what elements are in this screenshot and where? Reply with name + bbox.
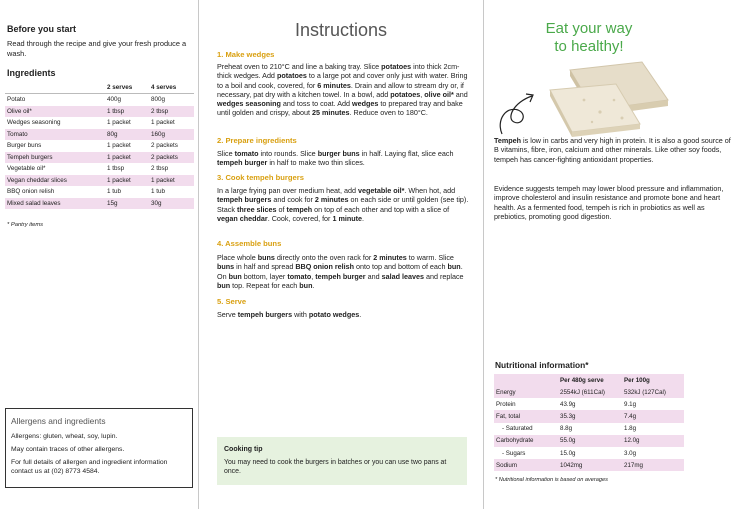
ingredient-row-cell: 1 packet: [107, 142, 131, 150]
ingredient-row-cell: Vegetable oil*: [7, 165, 46, 173]
step-4-heading: 4. Assemble buns: [217, 239, 282, 248]
ingredient-row-cell: 400g: [107, 96, 122, 104]
ingredient-row: [5, 140, 194, 152]
ingredient-row: [5, 198, 194, 210]
step-3-text: In a large frying pan over medium heat, add vegetable oil*. When hot, add tempeh burgers and cook for 2 minutes on each side or until golden (see tip). Stack three slices of tempeh on top of each other and top with a slice of vegan cheddar. Cook, covered, for 1 minute.: [217, 186, 469, 223]
ingredient-row-cell: 800g: [151, 96, 166, 104]
cooking-tip-text: You may need to cook the burgers in batches or you can use two pans at once.: [224, 459, 447, 475]
nutrition-row-cell: - Saturated: [502, 425, 533, 433]
ingredient-row-cell: 15g: [105, 198, 149, 210]
cooking-tip-box: [217, 437, 467, 485]
ingredient-row-cell: 1 packet: [107, 119, 131, 127]
nutrition-row-cell: 43.9g: [560, 400, 576, 408]
ingredient-row-cell: 2 tbsp: [151, 165, 169, 173]
middle-column: [199, 0, 484, 509]
pantry-note: * Pantry items: [7, 222, 44, 228]
nutrition-row-cell: 217mg: [622, 459, 684, 471]
step-1-text: Preheat oven to 210°C and line a baking tray. Slice potatoes into thick 2cm-thick wedges. Add potatoes to a large pot and cover only just with water. Bring to a boil and cook, covered, for 6 minutes. Drain and allow to stream dry or, if necessary, pat dry with a kitchen towel. In a bowl, add potatoes, olive oil* and wedges seasoning and toss to coat. Add wedges to prepared tray and bake until golden and crispy, about 25 minutes. Reduce oven to 180°C.: [217, 62, 468, 118]
nutrition-row-cell: Carbohydrate: [494, 435, 558, 447]
tempeh-evidence: Evidence suggests tempeh may lower blood pressure and inflammation, improve cholesterol and insulin resistance and promote bone and heart health. As a fermented food, tempeh is rich in probiotics as well as prebiotics, promoting good digestion.: [494, 184, 724, 221]
allergen-traces: May contain traces of other allergens.: [11, 446, 125, 453]
nutrition-table: [494, 374, 684, 471]
nutrition-note: * Nutritional information is based on averages: [495, 477, 608, 483]
nutrition-row-cell: 55.0g: [558, 435, 622, 447]
nutrition-row: [494, 459, 684, 471]
ingredient-row-cell: 1 packet: [151, 119, 175, 127]
nutrition-header-serve: Per 480g serve: [558, 374, 622, 386]
step-1-heading: 1. Make wedges: [217, 50, 275, 59]
nutrition-row: [494, 423, 684, 435]
before-you-start-heading: Before you start: [7, 24, 77, 34]
ingredient-row-cell: Mixed salad leaves: [5, 198, 105, 210]
ingredient-row-cell: Vegan cheddar slices: [5, 175, 105, 187]
curly-arrow-icon: [500, 96, 532, 134]
ingredient-row-cell: Wedges seasoning: [7, 119, 61, 127]
ingredients-header-4-serves: 4 serves: [149, 81, 194, 94]
ingredient-row-cell: 2 tbsp: [149, 106, 194, 118]
ingredient-row: [5, 106, 194, 118]
nutrition-header-row: [494, 374, 684, 386]
ingredients-header-2-serves: 2 serves: [105, 81, 149, 94]
ingredient-row-cell: Burger buns: [7, 142, 42, 150]
ingredient-row: [5, 129, 194, 141]
nutrition-row-cell: Sodium: [494, 459, 558, 471]
ingredient-row-cell: Olive oil*: [5, 106, 105, 118]
eat-healthy-heading: [484, 20, 694, 56]
ingredient-row-cell: 30g: [149, 198, 194, 210]
ingredient-row: [5, 163, 194, 175]
ingredient-row-cell: 2 packets: [149, 152, 194, 164]
nutrition-row-cell: 3.0g: [624, 449, 637, 457]
ingredient-row-cell: 1 tbsp: [107, 165, 125, 173]
ingredient-row-cell: Tomato: [5, 129, 105, 141]
step-2-text: Slice tomato into rounds. Slice burger buns in half. Laying flat, slice each tempeh burger in half to make two thin slices.: [217, 149, 454, 168]
ingredient-row: [5, 117, 194, 129]
right-column: [484, 0, 731, 509]
nutrition-header-100g: Per 100g: [622, 374, 684, 386]
nutrition-row-cell: 1042mg: [558, 459, 622, 471]
nutrition-row: [494, 398, 684, 410]
nutrition-row-cell: Protein: [496, 400, 516, 408]
nutrition-row-cell: 532kJ (127Cal): [622, 386, 684, 398]
step-4-text: Place whole buns directly onto the oven rack for 2 minutes to warm. Slice buns in half and spread BBQ onion relish onto top and bottom of each bun. On bun bottom, layer tomato, tempeh burger and salad leaves and replace bun top. Repeat for each bun.: [217, 253, 464, 290]
nutrition-row-cell: Energy: [494, 386, 558, 398]
left-column: [0, 0, 199, 509]
ingredient-row-cell: Tempeh burgers: [5, 152, 105, 164]
nutrition-row-cell: 2554kJ (611Cal): [558, 386, 622, 398]
tempeh-image: [492, 60, 682, 138]
allergen-contact: For full details of allergen and ingredient information contact us at (02) 8773 4584.: [11, 459, 168, 475]
tempeh-word: Tempeh: [494, 136, 522, 145]
nutrition-heading: Nutritional information*: [495, 360, 589, 370]
ingredient-row-cell: BBQ onion relish: [7, 188, 55, 196]
tempeh-description-body: is low in carbs and very high in protein. It is also a good source of B vitamins, fibre, iron, calcium and other minerals. Like other soy foods, tempeh has cancer-fighting antioxidant properties.: [494, 136, 731, 164]
ingredients-header-name: [5, 81, 105, 94]
ingredient-row: [5, 152, 194, 164]
nutrition-row-cell: 35.3g: [558, 410, 622, 422]
tempeh-description: [494, 136, 734, 164]
ingredients-header-row: [5, 81, 194, 94]
nutrition-row: [494, 447, 684, 459]
step-5-heading: 5. Serve: [217, 297, 247, 306]
nutrition-row-cell: Fat, total: [494, 410, 558, 422]
ingredient-row: [5, 186, 194, 198]
ingredient-row: [5, 175, 194, 187]
before-you-start-text: Read through the recipe and give your fresh produce a wash.: [7, 39, 187, 58]
nutrition-row-cell: 12.0g: [622, 435, 684, 447]
ingredient-row-cell: 1 tub: [107, 188, 122, 196]
cooking-tip-heading: Cooking tip: [224, 446, 263, 453]
nutrition-row-cell: 15.0g: [560, 449, 576, 457]
ingredient-row-cell: Potato: [7, 96, 26, 104]
ingredient-row-cell: 2 packets: [151, 142, 178, 150]
instructions-heading: Instructions: [294, 20, 388, 40]
nutrition-header-name: [494, 374, 558, 386]
ingredient-row-cell: 1 tub: [151, 188, 166, 196]
nutrition-row-cell: - Sugars: [502, 449, 526, 457]
eat-healthy-line-2: to healthy!: [554, 38, 624, 55]
allergen-list: Allergens: gluten, wheat, soy, lupin.: [11, 433, 118, 440]
allergen-heading: Allergens and ingredients: [11, 416, 106, 426]
nutrition-row-cell: 1.8g: [624, 425, 637, 433]
ingredients-table: [5, 81, 194, 209]
ingredients-heading: Ingredients: [7, 68, 56, 78]
step-3-heading: 3. Cook tempeh burgers: [217, 173, 304, 182]
ingredient-row: [5, 94, 194, 106]
nutrition-row-cell: 9.1g: [624, 400, 637, 408]
nutrition-row: [494, 410, 684, 422]
ingredient-row-cell: 1 packet: [105, 175, 149, 187]
nutrition-row-cell: 8.8g: [560, 425, 573, 433]
step-2-heading: 2. Prepare ingredients: [217, 136, 297, 145]
ingredient-row-cell: 1 tbsp: [105, 106, 149, 118]
nutrition-row-cell: 7.4g: [622, 410, 684, 422]
allergen-box: [5, 408, 193, 488]
ingredient-row-cell: 80g: [105, 129, 149, 141]
nutrition-row: [494, 386, 684, 398]
nutrition-row: [494, 435, 684, 447]
ingredient-row-cell: 1 packet: [149, 175, 194, 187]
ingredient-row-cell: 1 packet: [105, 152, 149, 164]
ingredient-row-cell: 160g: [149, 129, 194, 141]
eat-healthy-line-1: Eat your way: [545, 20, 633, 37]
step-5-text: Serve tempeh burgers with potato wedges.: [217, 310, 362, 319]
